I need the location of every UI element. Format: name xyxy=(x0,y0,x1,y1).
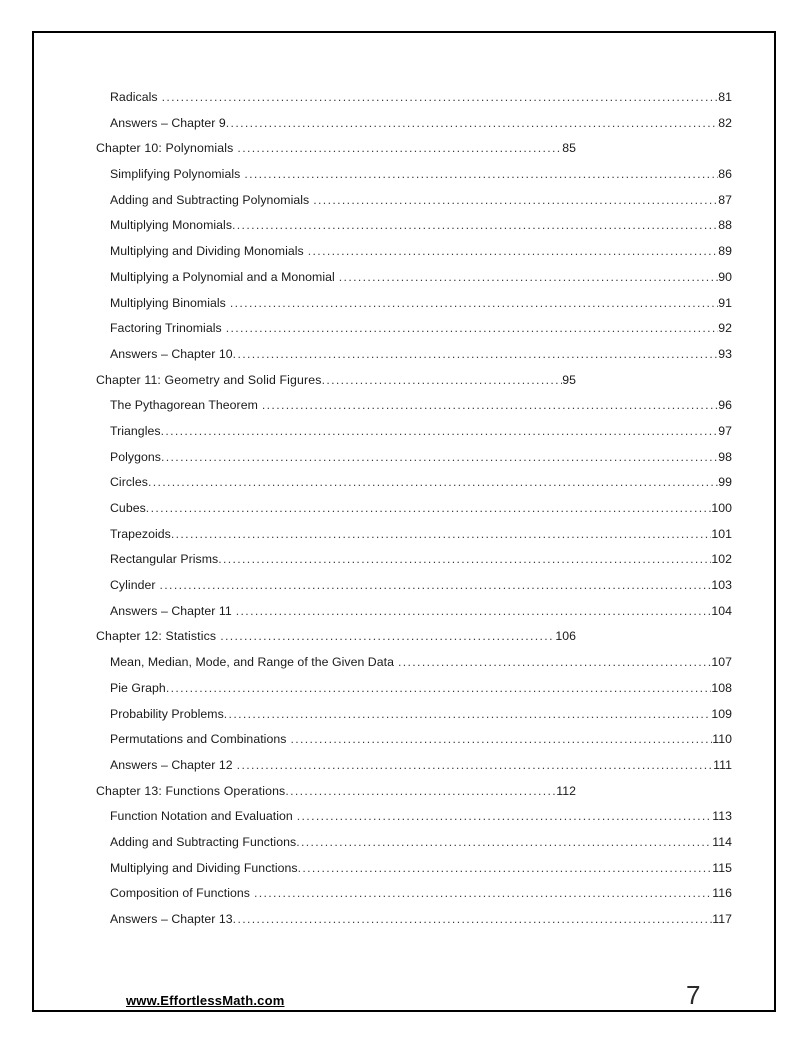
dot-leader xyxy=(298,862,713,874)
toc-entry-row[interactable] xyxy=(94,424,732,450)
table-of-contents xyxy=(94,90,732,938)
dot-leader xyxy=(230,297,718,309)
toc-entry-page-number: 112 xyxy=(556,783,576,798)
toc-chapter-row[interactable] xyxy=(94,629,576,655)
toc-entry-page-number: 96 xyxy=(718,398,732,413)
dot-leader xyxy=(237,759,713,771)
footer-website-link[interactable]: www.EffortlessMath.com xyxy=(126,993,285,1008)
dot-leader xyxy=(398,656,711,668)
toc-entry-row[interactable] xyxy=(94,244,732,270)
toc-entry-row[interactable] xyxy=(94,398,732,424)
toc-entry-page-number: 95 xyxy=(562,372,576,387)
dot-leader xyxy=(220,630,555,642)
toc-entry-page-number: 111 xyxy=(713,757,732,772)
toc-entry-row[interactable] xyxy=(94,193,732,219)
toc-entry-title: Multiplying and Dividing Functions xyxy=(110,860,298,875)
toc-entry-page-number: 99 xyxy=(718,475,732,490)
dot-leader xyxy=(297,810,712,822)
toc-entry-page-number: 100 xyxy=(711,501,732,515)
toc-entry-page-number: 115 xyxy=(712,860,732,875)
toc-entry-row[interactable] xyxy=(94,90,732,116)
dot-leader xyxy=(233,348,719,360)
toc-entry-title: Multiplying and Dividing Monomials xyxy=(110,244,304,259)
dot-leader xyxy=(226,117,718,129)
toc-entry-row[interactable] xyxy=(94,270,732,296)
dot-leader xyxy=(313,194,718,206)
toc-entry-row[interactable] xyxy=(94,501,732,527)
toc-entry-row[interactable] xyxy=(94,578,732,604)
toc-entry-title: Cylinder xyxy=(110,578,156,593)
toc-entry-row[interactable] xyxy=(94,347,732,373)
toc-entry-title: Cubes xyxy=(110,501,146,515)
dot-leader xyxy=(237,142,562,154)
toc-entry-page-number: 89 xyxy=(718,244,732,259)
toc-entry-title: Triangles xyxy=(110,423,161,438)
dot-leader xyxy=(162,91,719,103)
toc-entry-row[interactable] xyxy=(94,681,732,707)
toc-entry-row[interactable] xyxy=(94,707,732,733)
toc-entry-page-number: 85 xyxy=(562,141,576,156)
page-number: 7 xyxy=(686,980,701,1010)
toc-entry-title: Multiplying Monomials xyxy=(110,218,233,233)
toc-entry-title: Answers – Chapter 10 xyxy=(110,346,233,361)
toc-chapter-row[interactable] xyxy=(94,373,576,399)
toc-entry-title: Radicals xyxy=(110,90,158,104)
toc-entry-title: Mean, Median, Mode, and Range of the Given Data xyxy=(110,655,394,670)
toc-entry-title: The Pythagorean Theorem xyxy=(110,398,258,413)
dot-leader xyxy=(308,245,718,257)
dot-leader xyxy=(254,887,712,899)
toc-entry-row[interactable] xyxy=(94,167,732,193)
toc-entry-page-number: 116 xyxy=(712,886,732,901)
toc-entry-title: Adding and Subtracting Polynomials xyxy=(110,192,310,207)
toc-entry-title: Answers – Chapter 11 xyxy=(110,603,232,618)
toc-entry-page-number: 117 xyxy=(712,912,732,926)
toc-entry-row[interactable] xyxy=(94,604,732,630)
dot-leader xyxy=(218,553,711,565)
toc-entry-row[interactable] xyxy=(94,450,732,476)
toc-entry-title: Chapter 13: Functions Operations xyxy=(96,783,286,798)
toc-entry-title: Answers – Chapter 9 xyxy=(110,115,226,130)
dot-leader xyxy=(244,168,718,180)
dot-leader xyxy=(290,733,712,745)
toc-entry-title: Multiplying a Polynomial and a Monomial xyxy=(110,269,335,284)
page-border xyxy=(32,31,776,1012)
toc-entry-page-number: 81 xyxy=(718,90,732,104)
toc-entry-title: Multiplying Binomials xyxy=(110,295,226,310)
toc-entry-page-number: 86 xyxy=(718,167,732,182)
toc-entry-page-number: 113 xyxy=(712,809,732,824)
toc-entry-page-number: 103 xyxy=(711,578,732,593)
toc-entry-title: Polygons xyxy=(110,449,161,464)
toc-entry-page-number: 97 xyxy=(718,423,732,438)
toc-entry-row[interactable] xyxy=(94,552,732,578)
toc-entry-page-number: 91 xyxy=(718,295,732,310)
toc-entry-title: Chapter 10: Polynomials xyxy=(96,141,234,156)
dot-leader xyxy=(160,579,712,591)
toc-entry-page-number: 106 xyxy=(555,629,576,644)
toc-entry-page-number: 108 xyxy=(711,680,732,695)
toc-entry-page-number: 93 xyxy=(718,346,732,361)
toc-entry-row[interactable] xyxy=(94,321,732,347)
toc-entry-page-number: 98 xyxy=(718,449,732,464)
toc-entry-row[interactable] xyxy=(94,218,732,244)
dot-leader xyxy=(262,399,718,411)
toc-entry-title: Answers – Chapter 13 xyxy=(110,912,233,926)
toc-entry-title: Probability Problems xyxy=(110,706,224,721)
toc-entry-page-number: 110 xyxy=(712,732,732,747)
toc-entry-page-number: 82 xyxy=(718,115,732,130)
toc-entry-row[interactable] xyxy=(94,809,732,835)
toc-entry-title: Pie Graph xyxy=(110,680,166,695)
dot-leader xyxy=(322,374,563,386)
toc-entry-title: Composition of Functions xyxy=(110,886,250,901)
toc-entry-page-number: 109 xyxy=(711,706,732,721)
toc-entry-page-number: 104 xyxy=(711,603,732,618)
toc-entry-title: Circles xyxy=(110,475,148,490)
dot-leader xyxy=(148,476,718,488)
dot-leader xyxy=(232,219,718,231)
dot-leader xyxy=(285,785,556,797)
dot-leader xyxy=(166,682,712,694)
toc-entry-row[interactable] xyxy=(94,475,732,501)
toc-entry-page-number: 107 xyxy=(711,655,732,670)
toc-entry-page-number: 102 xyxy=(711,552,732,567)
toc-entry-row[interactable] xyxy=(94,527,732,553)
toc-entry-title: Rectangular Prisms xyxy=(110,552,219,567)
toc-entry-row[interactable] xyxy=(94,912,732,938)
toc-entry-page-number: 114 xyxy=(712,834,732,849)
dot-leader xyxy=(224,708,712,720)
toc-chapter-row[interactable] xyxy=(94,784,576,810)
toc-entry-title: Permutations and Combinations xyxy=(110,732,287,747)
toc-entry-row[interactable] xyxy=(94,861,732,887)
dot-leader xyxy=(146,502,712,514)
toc-entry-row[interactable] xyxy=(94,116,732,142)
toc-entry-page-number: 87 xyxy=(718,192,732,207)
toc-entry-title: Answers – Chapter 12 xyxy=(110,757,233,772)
dot-leader xyxy=(236,605,712,617)
toc-entry-title: Simplifying Polynomials xyxy=(110,167,241,182)
toc-entry-page-number: 101 xyxy=(711,526,732,541)
dot-leader xyxy=(161,451,718,463)
dot-leader xyxy=(161,425,719,437)
toc-chapter-row[interactable] xyxy=(94,141,576,167)
toc-entry-title: Adding and Subtracting Functions xyxy=(110,834,297,849)
dot-leader xyxy=(339,271,718,283)
toc-entry-title: Chapter 12: Statistics xyxy=(96,629,217,644)
dot-leader xyxy=(296,836,712,848)
dot-leader xyxy=(233,913,713,925)
toc-entry-row[interactable] xyxy=(94,296,732,322)
toc-entry-title: Factoring Trinomials xyxy=(110,321,222,336)
dot-leader xyxy=(171,528,711,540)
toc-entry-title: Function Notation and Evaluation xyxy=(110,809,293,824)
toc-entry-row[interactable] xyxy=(94,655,732,681)
toc-entry-row[interactable] xyxy=(94,758,732,784)
toc-entry-page-number: 92 xyxy=(718,321,732,336)
toc-entry-page-number: 90 xyxy=(718,269,732,284)
toc-entry-title: Chapter 11: Geometry and Solid Figures xyxy=(96,372,322,387)
dot-leader xyxy=(226,322,719,334)
toc-entry-row[interactable] xyxy=(94,732,732,758)
toc-entry-title: Trapezoids xyxy=(110,526,171,541)
toc-entry-row[interactable] xyxy=(94,886,732,912)
toc-entry-row[interactable] xyxy=(94,835,732,861)
toc-entry-page-number: 88 xyxy=(718,218,732,233)
